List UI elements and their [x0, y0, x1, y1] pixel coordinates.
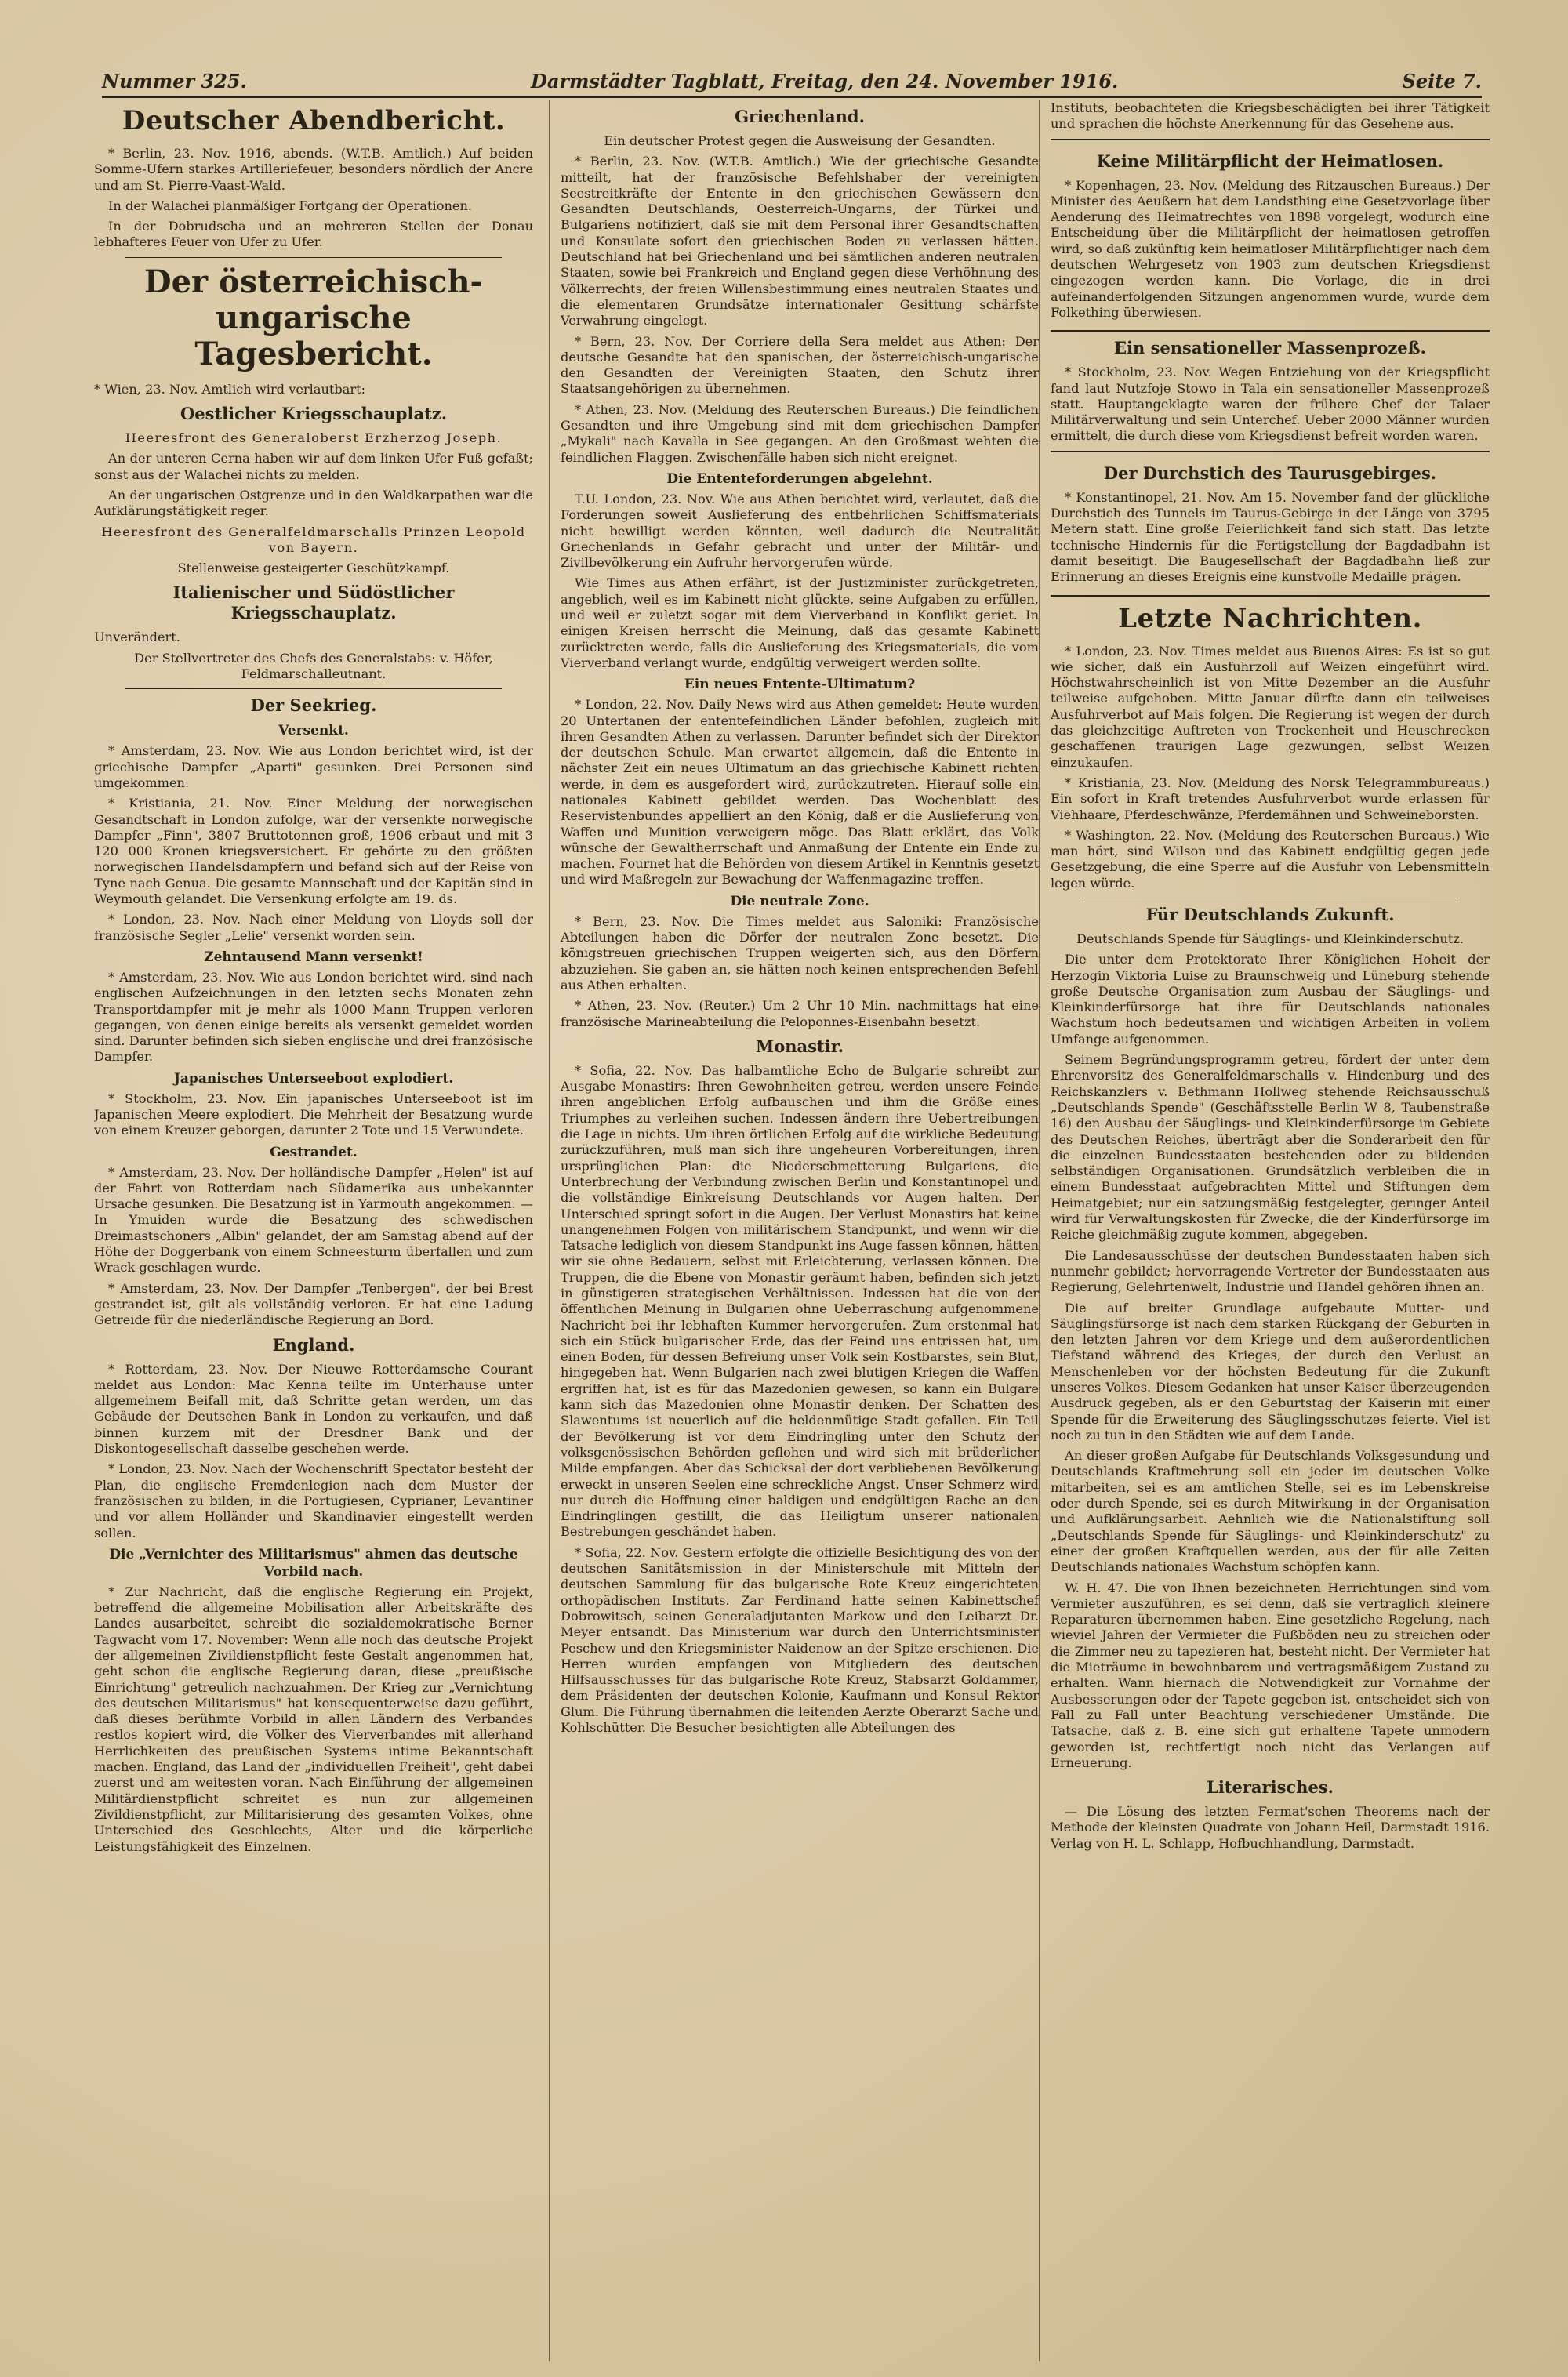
article-paragraph: * Bern, 23. Nov. Die Times meldet aus Saloniki: Französische Abteilungen haben die Dörfer der neutralen Zone besetzt. Die königstreuen griechischen Truppen weigerten sich, aus den Dörfern abzuziehen. Sie gaben an, sie hätten noch keinen entsprechenden Befehl aus Athen erhalten. [561, 913, 1039, 993]
article-paragraph: * Kopenhagen, 23. Nov. (Meldung des Ritzauschen Bureaus.) Der Minister des Aeußern hat dem Landsthing eine Gesetzvorlage über Aenderung des Heimatrechtes von 1898 vorgelegt, wodurch eine Entscheidung über die Militärpflicht der heimatlosen getroffen wird, so daß zukünftig kein heimatloser Militärpflichtiger nach dem deutschen Wehrgesetz von 1903 zum deutschen Kriegsdienst eingezogen werden kann. Die Vorlage, die in drei aufeinanderfolgenden Sitzungen angenommen wurde, wurde dem Folkething überwiesen. [1051, 177, 1490, 320]
headline-heimatlose: Keine Militärpflicht der Heimatlosen. [1096, 151, 1444, 171]
article-paragraph: * Konstantinopel, 21. Nov. Am 15. November fand der glückliche Durchstich des Tunnels im Taurus-Gebirge in der Länge von 3795 Metern statt. Eine große Feierlichkeit fand sich statt. Das letzte technische Hindernis für die Fertigstellung der Bagdadbahn ist damit beseitigt. Die Baugesellschaft der Bagdadbahn ließ zur Erinnerung an dieses Ereignis eine kunstvolle Medaille prägen. [1051, 489, 1490, 585]
subhead-japan: Japanisches Unterseeboot explodiert. [173, 1070, 454, 1087]
article-paragraph: * Athen, 23. Nov. (Meldung des Reuterschen Bureaus.) Die feindlichen Gesandten und ihre Umgebung sind mit dem griechischen Dampfer „Mykali" nach Kavalla in See gegangen. An den Großmast wehten die feindlichen Flaggen. Zwischenfälle haben sich nicht ereignet. [561, 401, 1039, 465]
article-paragraph: * London, 23. Nov. Nach der Wochenschrift Spectator besteht der Plan, die englische Fremdenlegion nach dem Muster der französischen zu bilden, in die Portugiesen, Cyprianer, Levantiner und vor allem Holländer und Skandinavier eingestellt werden sollen. [94, 1461, 533, 1541]
subhead-ultimatum: Ein neues Entente-Ultimatum? [684, 677, 916, 693]
article-paragraph: * Kristiania, 23. Nov. (Meldung des Norsk Telegrammbureaus.) Ein sofort in Kraft tretendes Ausfuhrverbot wurde erlassen für Viehhaare, Pferdeschwänze, Pferdemähnen und Schweineborsten. [1051, 775, 1490, 822]
article-paragraph: * Amsterdam, 23. Nov. Wie aus London berichtet wird, ist der griechische Dampfer „Aparti" gesunken. Drei Personen sind umgekommen. [94, 743, 533, 790]
article-paragraph: Seinem Begründungsprogramm getreu, fördert der unter dem Ehrenvorsitz des Generalfeldmarschalls v. Hindenburg und des Reichskanzlers v. Bethmann Hollweg stehende Reichsausschuß „Deutschlands Spende" (Geschäftsstelle Berlin W 8, Taubenstraße 16) den Ausbau der Säuglings- und Kleinkinderfürsorge im Gebiete des Deutschen Reiches, überträgt aber die Sonderarbeit den für die einzelnen Bundesstaaten bestehenden oder zu bildenden selbständigen Organisationen. Grundsätzlich verbleiben die in einem Bundesstaat aufgebrachten Mittel und Stiftungen dem Heimatgebiet; nur ein satzungsmäßig festgelegter, geringer Anteil wird für Verwaltungskosten für Zwecke, die der Kinderfürsorge im Reiche gleichmäßig zugute kommen, abgegeben. [1051, 1052, 1490, 1243]
subhead-oestlicher: Oestlicher Kriegsschauplatz. [180, 404, 448, 424]
subhead-versenkt: Versenkt. [278, 723, 349, 739]
article-paragraph: Stellenweise gesteigerter Geschützkampf. [177, 561, 450, 576]
headline-abendbericht: Deutscher Abendbericht. [122, 105, 506, 136]
article-paragraph: * London, 23. Nov. Nach einer Meldung von Lloyds soll der französische Segler „Lelie" versenkt worden sein. [94, 912, 533, 943]
article-paragraph: T.U. London, 23. Nov. Wie aus Athen berichtet wird, verlautet, daß die Forderungen soweit Auslieferung des entbehrlichen Schiffsmaterials nicht bewilligt werden könnten, weil dadurch die Neutralität Griechenlands in Gefahr gebracht und unter der Militär- und Zivilbevölkerung ein Aufruhr hervorgerufen würde. [561, 491, 1039, 571]
signature-line: Der Stellvertreter des Chefs des Generalstabs: v. Höfer, Feldmarschalleutnant. [134, 650, 493, 682]
headline-england: England. [272, 1334, 355, 1355]
article-paragraph: * London, 23. Nov. Times meldet aus Buenos Aires: Es ist so gut wie sicher, daß ein Ausfuhrzoll auf Weizen eingeführt wird. Höchstwahrscheinlich ist von Mitte Dezember an die Ausfuhr teilweise aufgehoben. Mitte Januar dürfte dann ein teilweises Ausfuhrverbot auf Mais folgen. Die Regierung ist wegen der durch das gleichzeitige Auftreten von Trockenheit und Heuschrecken geschaffenen traurigen Lage gezwungen, selbst Weizen einzukaufen. [1051, 643, 1490, 770]
article-paragraph: * Berlin, 23. Nov. (W.T.B. Amtlich.) Wie der griechische Gesandte mitteilt, hat der französische Befehlshaber der vereinigten Seestreitkräfte der Entente in den griechischen Gewässern den Gesandten Deutschlands, Oesterreich-Ungarns, der Türkei und Bulgariens notifiziert, daß sie mit dem Personal ihrer Gesandtschaften und Konsulate sofort den griechischen Boden zu verlassen hätten. Deutschland hat bei Griechenland und bei sämtlichen anderen neutralen Staaten, sowie bei Frankreich und England gegen diese Verhöhnung des Völkerrechts, der freien Willensbestimmung eines neutralen Staates und die elementaren Grundsätze internationaler Gesittung schärfste Verwahrung eingelegt. [561, 154, 1039, 328]
article-paragraph: * Sofia, 22. Nov. Das halbamtliche Echo de Bulgarie schreibt zur Ausgabe Monastirs: Ihren Gewohnheiten getreu, werden unsere Feinde ihren angeblichen Erfolg aufbauschen und ihm die Größe eines Triumphes zu verleihen suchen. Indessen ändern ihre Uebertreibungen die Lage in nichts. Um ihren örtlichen Erfolg auf die wirkliche Bedeutung zurückzuführen, muß man sich ihre ungeheuren Vorbereitungen, ihren ursprünglichen Plan: die Niederschmetterung Bulgariens, die Unterbrechung der Verbindung zwischen Berlin und Konstantinopel und die vollständige Einkreisung Deutschlands vor Augen halten. Der Unterschied springt sofort in die Augen. Der Verlust Monastirs hat keine unangenehmen Folgen von militärischem Standpunkt, und wenn wir die Tatsache lediglich von diesem Standpunkt ins Auge fassen können, hätten wir sie ohne Bedauern, selbst mit Erleichterung, verlassen können. Die Truppen, die die Ebene von Monastir geräumt haben, befinden sich jetzt in günstigeren strategischen Verhältnissen. Indessen hat die von der öffentlichen Meinung in Bulgarien ohne Ueberraschung aufgenommene Nachricht bei ihr lebhaften Kummer hervorgerufen. Zum erstenmal hat sich ein Stück bulgarischer Erde, das der Feind uns entrissen hat, um einen Boden, für dessen Befreiung unser Volk sein Kostbarstes, sein Blut, hingegeben hat. Wenn Bulgarien nach zwei blutigen Kriegen die Waffen ergriffen hat, ist es für das Mazedonien gewesen, so kann ein Bulgare kann sich das Mazedonien ohne Monastir denken. Der Schatten des Slawentums ist neuerlich auf die heldenmütige Stadt gefallen. Ein Teil der Bevölkerung ist vor dem Eindringling unter den Schutz der volksgenössischen Behörden geflohen und wird sich mit brüderlicher Milde empfangen. Aber das Schicksal der dort verbliebenen Bevölkerung erweckt in unseren Seelen eine schreckliche Angst. Unser Schmerz wird nur durch die Hoffnung einer baldigen und endgültigen Rache an den Eindringlingen gestillt, die das Heiligtum unserer nationalen Bestrebungen geschändet haben. [561, 1062, 1039, 1540]
article-paragraph: An dieser großen Aufgabe für Deutschlands Volksgesundung und Deutschlands Kraftmehrung soll ein jeder im deutschen Volke mitarbeiten, sei es am amtlichen Stelle, sei es im Lebenskreise oder durch Spende, sei es durch Mitwirkung in der Organisation und Aufklärungsarbeit. Aehnlich wie die Nationalstiftung soll „Deutschlands Spende für Säuglings- und Kleinkinderschutz" zu einer der großen Kraftquellen werden, aus der für alle Zeiten Deutschlands nationales Wachstum schöpfen kann. [1051, 1448, 1490, 1575]
column-1 [94, 100, 533, 2361]
masthead [102, 61, 1482, 98]
article-paragraph: An der ungarischen Ostgrenze und in den Waldkarpathen war die Aufklärungstätigkeit reger. [94, 487, 533, 519]
heeresfront-label: Heeresfront des Generalfeldmarschalls Prinzen Leopold von Bayern. [101, 524, 526, 555]
article-paragraph: * Amsterdam, 23. Nov. Der holländische Dampfer „Helen" ist auf der Fahrt von Rotterdam nach Südamerika aus unbekannter Ursache gesunken. Die Besatzung ist in Yarmouth angekommen. — In Ymuiden wurde die Besatzung des schwedischen Dreimastschoners „Albin" gelandet, der am Samstag abend auf der Höhe der Doggerbank von einem Schneesturm überfallen und zum Wrack geschlagen wurde. [94, 1164, 533, 1276]
article-paragraph: Unverändert. [94, 630, 180, 645]
headline-letzte-nachrichten: Letzte Nachrichten. [1118, 602, 1422, 634]
article-paragraph: * Zur Nachricht, daß die englische Regierung ein Projekt, betreffend die allgemeine Mobilisation aller Arbeitskräfte des Landes ausarbeitet, schreibt die sozialdemokratische Berner Tagwacht vom 17. November: Wenn alle noch das deutsche Projekt der allgemeinen Zivildienstpflicht feste Gestalt angenommen hat, geht schon die englische Regierung daran, diese „preußische Einrichtung" getreulich nachzuahmen. Der Krieg zur „Vernichtung des deutschen Militarismus" hat konsequenterweise dazu geführt, daß dieses berühmte Vorbild in allen Ländern des Verbandes restlos kopiert wird, die Völker des Vierverbandes mit allerhand Herrlichkeiten des preußischen Systems intime Bekanntschaft machen. England, das Land der „individuellen Freiheit", geht dabei zuerst und am weitesten voran. Nach Einführung der allgemeinen Militärdienstpflicht schreitet es nun zur allgemeinen Zivildienstpflicht, zur Militarisierung des gesamten Volkes, ohne Unterschied des Geschlechts, Alter und die körperliche Leistungsfähigkeit des Einzelnen. [94, 1584, 533, 1854]
headline-tagesbericht: Der österreichisch-ungarische Tagesbericht. [143, 263, 484, 372]
divider [125, 257, 502, 258]
article-paragraph: Instituts, beobachteten die Kriegsbeschädigten bei ihrer Tätigkeit und sprachen die höchste Anerkennung für das Gesehene aus. [1051, 100, 1490, 132]
article-paragraph: * Washington, 22. Nov. (Meldung des Reuterschen Bureaus.) Wie man hört, sind Wilson und das Kabinett endgültig gegen jede Gesetzgebung, die eine Sperre auf die Ausfuhr von Lebensmitteln legen würde. [1051, 827, 1490, 891]
article-paragraph: * Stockholm, 23. Nov. Ein japanisches Unterseeboot ist im Japanischen Meere explodiert. Die Mehrheit der Besatzung wurde von einem Kreuzer geborgen, darunter 2 Tote und 15 Verwundete. [94, 1091, 533, 1138]
subhead-italienischer: Italienischer und Südöstlicher Kriegsschauplatz. [172, 582, 455, 623]
headline-literarisches: Literarisches. [1207, 1777, 1334, 1798]
dateline: * Wien, 23. Nov. Amtlich wird verlautbart: [94, 381, 366, 397]
column-2 [549, 100, 1039, 2361]
subhead-forderungen: Die Ententeforderungen abgelehnt. [666, 470, 933, 487]
headline-massenprozess: Ein sensationeller Massenprozeß. [1114, 338, 1426, 358]
heeresfront-label: Heeresfront des Generaloberst Erzherzog Joseph. [125, 430, 503, 446]
article-paragraph: * Kristiania, 21. Nov. Einer Meldung der norwegischen Gesandtschaft in London zufolge, war der versenkte norwegische Dampfer „Finn", 3807 Bruttotonnen groß, 1906 erbaut und mit 3 120 000 Kronen kriegsversichert. Er gehörte zu den größten norwegischen Handelsdampfern und befand sich auf der Reise von Tyne nach Genua. Die gesamte Mannschaft und der Kapitän sind in Weymouth gelandet. Die Versenkung erfolgte am 19. ds. [94, 796, 533, 907]
article-paragraph: In der Walachei planmäßiger Fortgang der Operationen. [108, 198, 473, 213]
subhead-vernichter: Die „Vernichter des Militarismus" ahmen das deutsche Vorbild nach. [109, 1546, 518, 1580]
headline-monastir: Monastir. [755, 1036, 844, 1056]
subhead-gestrandet: Gestrandet. [270, 1144, 358, 1160]
article-paragraph: * Stockholm, 23. Nov. Wegen Entziehung von der Kriegspflicht fand laut Nutzfoje Stowo in Tala ein sensationeller Massenprozeß statt. Hauptangeklagte waren der frühere Chef der Talaer Militärverwaltung und sein Unterchef. Ueber 2000 Männer wurden ermittelt, die durch diese vom Kriegsdienst befreit worden waren. [1051, 365, 1490, 444]
article-paragraph: An der unteren Cerna haben wir auf dem linken Ufer Fuß gefaßt; sonst aus der Walachei nichts zu melden. [94, 451, 533, 482]
divider [125, 688, 502, 689]
subhead-spende: Deutschlands Spende für Säuglings- und Kleinkinderschutz. [1076, 931, 1465, 946]
subhead-neutrale-zone: Die neutrale Zone. [730, 893, 869, 909]
article-paragraph: * Bern, 23. Nov. Der Corriere della Sera meldet aus Athen: Der deutsche Gesandte hat den spanischen, der österreichisch-ungarische den Gesandten der Vereinigten Staaten, den Schutz ihrer Staatsangehörigen zu übernehmen. [561, 333, 1039, 397]
headline-taurus: Der Durchstich des Taurusgebirges. [1103, 463, 1437, 483]
headline-zukunft: Für Deutschlands Zukunft. [1145, 904, 1395, 924]
article-paragraph: — Die Lösung des letzten Fermat'schen Theorems nach der Methode der kleinsten Quadrate von Johann Heil, Darmstadt 1916. Verlag von H. L. Schlapp, Hofbuchhandlung, Darmstadt. [1051, 1804, 1490, 1851]
article-paragraph: Die auf breiter Grundlage aufgebaute Mutter- und Säuglingsfürsorge ist nach dem starken Rückgang der Geburten in den letzten Jahren vor dem Kriege und dem außerordentlichen Tiefstand während des Krieges, der durch den Verlust an Menschenleben vor der höchsten Bedeutung für die Zukunft unseres Volkes. Diesem Gedanken hat unser Kaiser überzeugenden Ausdruck gegeben, als er den Geburtstag der Kaiserin mit einer Spende für die Erweiterung des Säuglingsschutzes feierte. Viel ist noch zu tun in den Städten wie auf dem Lande. [1051, 1300, 1490, 1443]
article-paragraph: Wie Times aus Athen erfährt, ist der Justizminister zurückgetreten, angeblich, weil es im Kabinett nicht glückte, seine Aufgaben zu erfüllen, und weil er zuletzt sogar mit dem Vierverband in Konflikt geriet. In einigen Kreisen herrscht die Meinung, daß das gesamte Kabinett zurücktreten werde, falls die Auslieferung des Kriegsmaterials, die vom Vierverband verlangt wurde, endgültig verweigert werden sollte. [561, 575, 1039, 670]
box-heimatlose [1051, 139, 1490, 332]
article-paragraph: * Rotterdam, 23. Nov. Der Nieuwe Rotterdamsche Courant meldet aus London: Mac Kenna teilte im Unterhause unter allgemeinem Beifall mit, daß Schritte getan werden, um das Gebäude der Deutschen Bank in London zu verkaufen, und daß binnen kurzem mit der Dresdner Bank und der Diskontogesellschaft dasselbe geschehen werde. [94, 1361, 533, 1457]
article-paragraph: W. H. 47. Die von Ihnen bezeichneten Herrichtungen sind vom Vermieter auszuführen, es sei denn, daß sie vertraglich kleinere Reparaturen übernommen haben. Eine gesetzliche Regelung, nach wieviel Jahren der Vermieter die Fußböden neu zu streichen oder die Zimmer neu zu tapezieren hat, besteht nicht. Der Vermieter hat die Mieträume in bewohnbarem und vertragsmäßigem Zustand zu erhalten. Wann hiernach die Notwendigkeit zur Vornahme der Ausbesserungen oder der Tapete gegeben ist, entscheidet sich von Fall zu Fall unter Beachtung verschiedener Umstände. Die Tatsache, daß z. B. eine sich gut erhaltene Tapete unmodern geworden ist, rechtfertigt noch nicht das Verlangen auf Erneuerung. [1051, 1580, 1490, 1770]
headline-seekrieg: Der Seekrieg. [250, 695, 377, 716]
article-paragraph: In der Dobrudscha und an mehreren Stellen der Donau lebhafteres Feuer von Ufer zu Ufer. [94, 219, 533, 250]
article-paragraph: * Berlin, 23. Nov. 1916, abends. (W.T.B. Amtlich.) Auf beiden Somme-Ufern starkes Artilleriefeuer, besonders nördlich der Ancre und am St. Pierre-Vaast-Wald. [94, 146, 533, 193]
box-taurus [1051, 451, 1490, 597]
article-paragraph: Die unter dem Protektorate Ihrer Königlichen Hoheit der Herzogin Viktoria Luise zu Braunschweig und Lüneburg stehende große Deutsche Organisation zum Ausbau der Säuglings- und Kleinkinderfürsorge hat ihre für Deutschlands nationales Wachstum hoch bedeutsamen und wichtigen Arbeiten in vollem Umfange aufgenommen. [1051, 952, 1490, 1047]
subhead-protest: Ein deutscher Protest gegen die Ausweisung der Gesandten. [604, 133, 996, 148]
article-paragraph: * Sofia, 22. Nov. Gestern erfolgte die offizielle Besichtigung des von der deutschen Sanitätsmission in der Ministerschule mit Mitteln der deutschen Sammlung für das bulgarische Rote Kreuz eingerichteten orthopädischen Instituts. Zar Ferdinand hatte seinen Kabinettschef Dobrowitsch, seinen Generaladjutanten Markow und den Leibarzt Dr. Meyer entsandt. Das Ministerium war durch den Unterrichtsminister Peschew und den Kriegsminister Naidenow an der Spitze erschienen. Die Herren wurden empfangen von Mitgliedern des deutschen Hilfsausschusses für das bulgarische Rote Kreuz, Stabsarzt Goldammer, dem Präsidenten der deutschen Kolonie, Kaufmann und Konsul Rektor Glum. Die Führung übernahmen die leitenden Aerzte Oberarzt Sache und Kohlschütter. Die Besucher besichtigten alle Abteilungen des [561, 1544, 1039, 1736]
column-3 [1039, 100, 1490, 2361]
page-number: Seite 7. [1402, 70, 1482, 93]
issue-number: Nummer 325. [102, 70, 247, 93]
article-paragraph: * Amsterdam, 23. Nov. Der Dampfer „Tenbergen", der bei Brest gestrandet ist, gilt als vollständig verloren. Er hat eine Ladung Getreide für die niederländische Regierung an Bord. [94, 1280, 533, 1328]
article-paragraph: * Athen, 23. Nov. (Reuter.) Um 2 Uhr 10 Min. nachmittags hat eine französische Marineabteilung die Peloponnes-Eisenbahn besetzt. [561, 998, 1039, 1029]
article-paragraph: * London, 22. Nov. Daily News wird aus Athen gemeldet: Heute wurden 20 Untertanen der ententefeindlichen Länder befohlen, zugleich mit ihren Gesandten Athen zu verlassen. Darunter befindet sich der Direktor der deutschen Schule. Man erwartet allgemein, daß die Entente in nächster Zeit ein neues Ultimatum an das griechische Kabinett richten werde, in dem es ausgefordert wird, zurückzutreten. Hierauf solle ein nationales Kabinett gebildet werden. Das Wochenblatt des Reservistenbundes appelliert an den König, daß er die Auslieferung von Waffen und Munition verweigern möge. Das Blatt erklärt, das Volk wünsche der Gewaltherrschaft und Anmaßung der Entente ein Ende zu machen. Fournet hat die Behörden von diesem Artikel in Kenntnis gesetzt und wird Maßregeln zur Bewachung der Waffenmagazine treffen. [561, 697, 1039, 887]
newspaper-title: Darmstädter Tagblatt, Freitag, den 24. November 1916. [531, 70, 1119, 93]
subhead-zehntausend: Zehntausend Mann versenkt! [204, 949, 423, 965]
article-paragraph: * Amsterdam, 23. Nov. Wie aus London berichtet wird, sind nach englischen Aufzeichnungen in den letzten sechs Monaten zehn Transportdampfer mit je mehr als 1000 Mann Truppen verloren gegangen, von denen einige bereits als versenkt gemeldet worden sind. Darunter befinden sich sieben englische und drei französische Dampfer. [94, 969, 533, 1065]
article-paragraph: Die Landesausschüsse der deutschen Bundesstaaten haben sich nunmehr gebildet; hervorragende Vertreter der Bundesstaaten aus Regierung, Gelehrtenwelt, Industrie und Handel gehören ihnen an. [1051, 1247, 1490, 1295]
headline-griechenland: Griechenland. [735, 107, 865, 126]
